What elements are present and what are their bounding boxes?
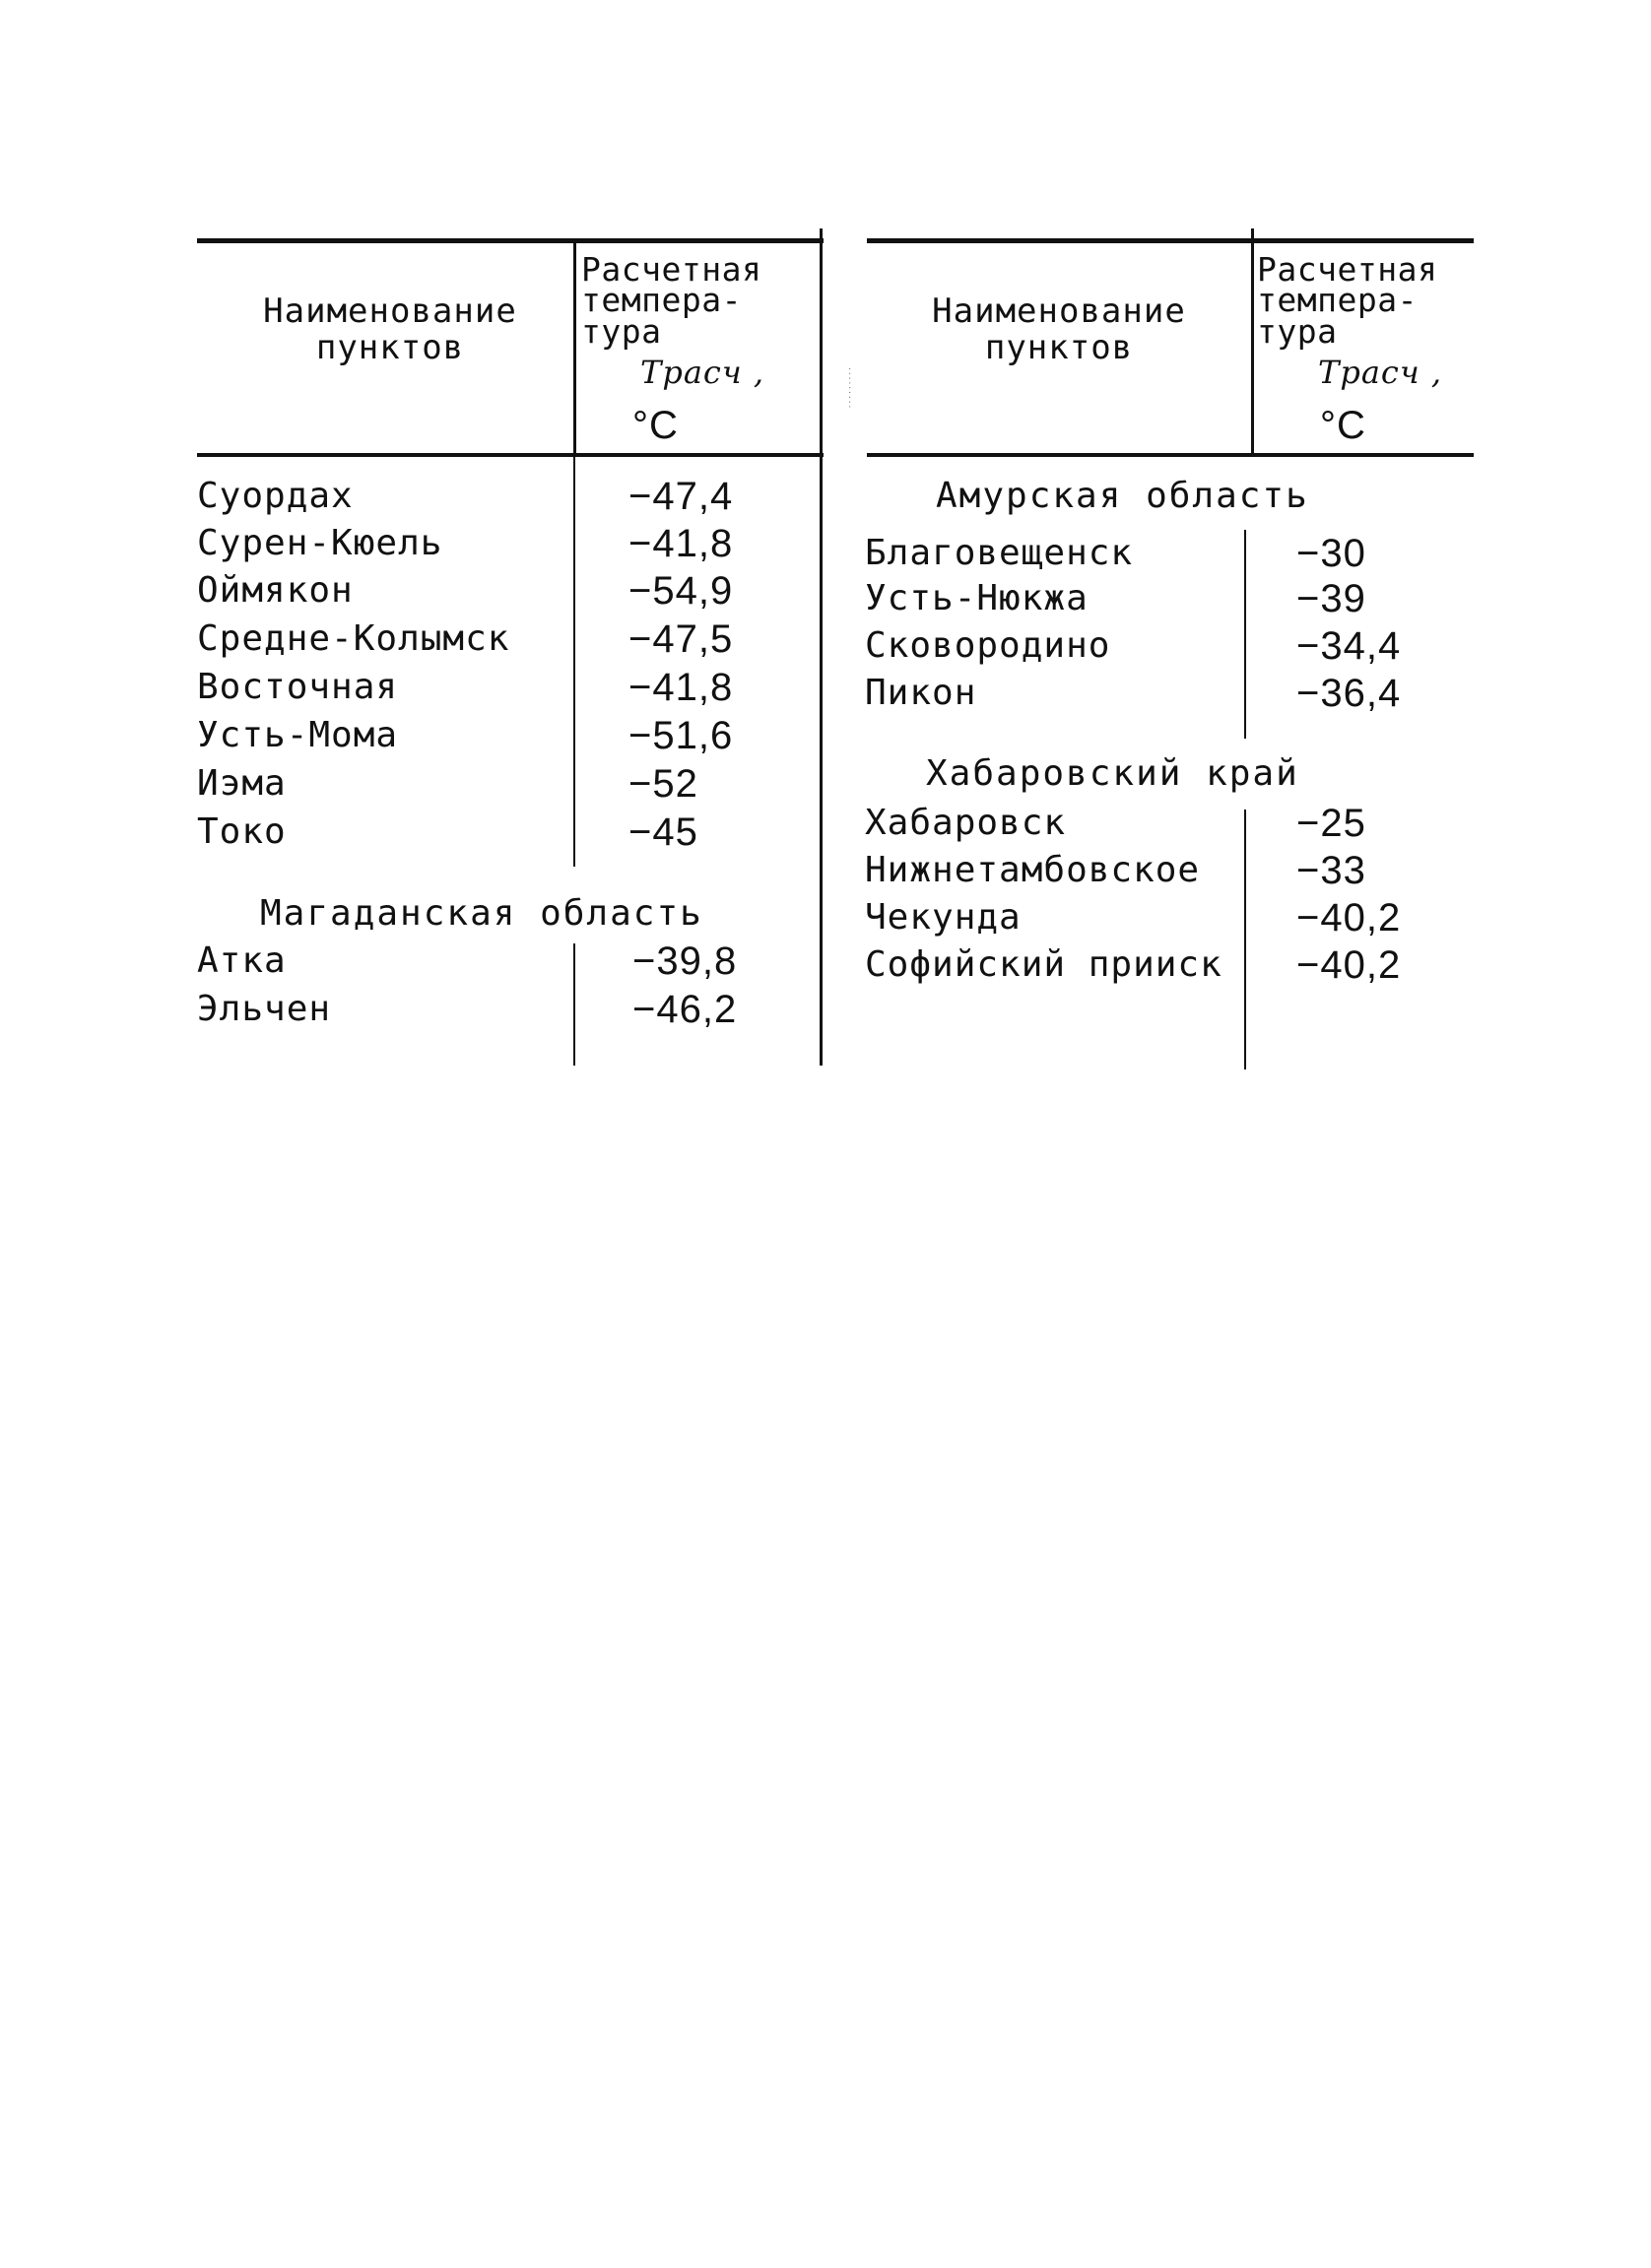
right-header-temp-text: Расчетная темпера-тура [1257, 250, 1438, 351]
left-header-name-text: Наименование пунктов [263, 292, 517, 368]
right-row-value: −40,2 [1296, 896, 1402, 940]
right-header-rule [867, 453, 1474, 457]
left-row-value: −52 [628, 762, 698, 806]
left-row-name: Токо [197, 811, 287, 852]
left-row-value: −39,8 [632, 940, 738, 983]
left-column-divider-header [573, 238, 576, 453]
right-row-name: Пикон [865, 673, 977, 713]
left-row-name: Оймякон [197, 570, 354, 611]
left-row-name: Средне-Колымск [197, 618, 510, 659]
left-column-divider-section [573, 943, 575, 1066]
left-header-unit: °C [632, 404, 679, 447]
left-column-divider-body [573, 457, 575, 867]
right-section-title: Хабаровский край [926, 753, 1299, 794]
right-header-unit: °C [1320, 404, 1366, 447]
right-row-value: −40,2 [1296, 943, 1402, 987]
right-row-value: −34,4 [1296, 624, 1402, 668]
right-row-value: −25 [1296, 802, 1366, 845]
left-header-symbol: Tрасч , [640, 354, 765, 391]
left-row-value: −45 [628, 810, 698, 854]
left-row-name: Суордах [197, 476, 354, 516]
right-section-title: Амурская область [936, 476, 1309, 516]
right-column-divider-amur [1244, 530, 1246, 739]
left-row-name: Сурен-Кюель [197, 523, 443, 563]
right-row-name: Нижнетамбовское [865, 850, 1201, 890]
left-row-value: −47,4 [628, 475, 734, 518]
right-header-temp [1257, 250, 1493, 351]
right-column-divider-khab [1244, 810, 1246, 1069]
left-row-name: Атка [197, 940, 287, 981]
left-header-temp-text: Расчетная темпера-тура [581, 250, 762, 351]
left-row-name: Иэма [197, 763, 287, 804]
left-section-title: Магаданская область [260, 893, 703, 934]
right-row-value: −36,4 [1296, 672, 1402, 715]
right-row-name: Чекунда [865, 897, 1022, 938]
left-header-temp [581, 250, 818, 351]
right-header-symbol: Tрасч , [1318, 354, 1443, 391]
left-header-rule [197, 453, 824, 457]
left-outer-right-border [820, 228, 823, 1066]
right-row-name: Софийский прииск [865, 944, 1222, 985]
left-row-value: −47,5 [628, 617, 734, 661]
right-header-name [867, 293, 1251, 367]
left-row-value: −41,8 [628, 522, 734, 565]
right-row-name: Сковородино [865, 625, 1111, 666]
right-row-value: −39 [1296, 577, 1366, 620]
right-header-name-text: Наименование пунктов [932, 292, 1186, 368]
right-row-name: Хабаровск [865, 803, 1067, 843]
left-row-value: −41,8 [628, 666, 734, 709]
left-row-name: Эльчен [197, 989, 332, 1029]
binding-margin-mark: ········· [845, 366, 854, 410]
left-top-rule [197, 238, 824, 243]
left-row-name: Восточная [197, 667, 399, 707]
left-row-value: −51,6 [628, 714, 734, 757]
left-row-value: −46,2 [632, 988, 738, 1031]
right-top-rule [867, 238, 1474, 243]
left-row-name: Усть-Мома [197, 715, 399, 755]
right-column-divider-header [1251, 228, 1254, 453]
left-row-value: −54,9 [628, 569, 734, 613]
right-row-name: Усть-Нюкжа [865, 578, 1089, 618]
right-row-value: −33 [1296, 849, 1366, 892]
right-row-value: −30 [1296, 532, 1366, 575]
left-header-name [207, 293, 573, 367]
right-row-name: Благовещенск [865, 533, 1134, 573]
